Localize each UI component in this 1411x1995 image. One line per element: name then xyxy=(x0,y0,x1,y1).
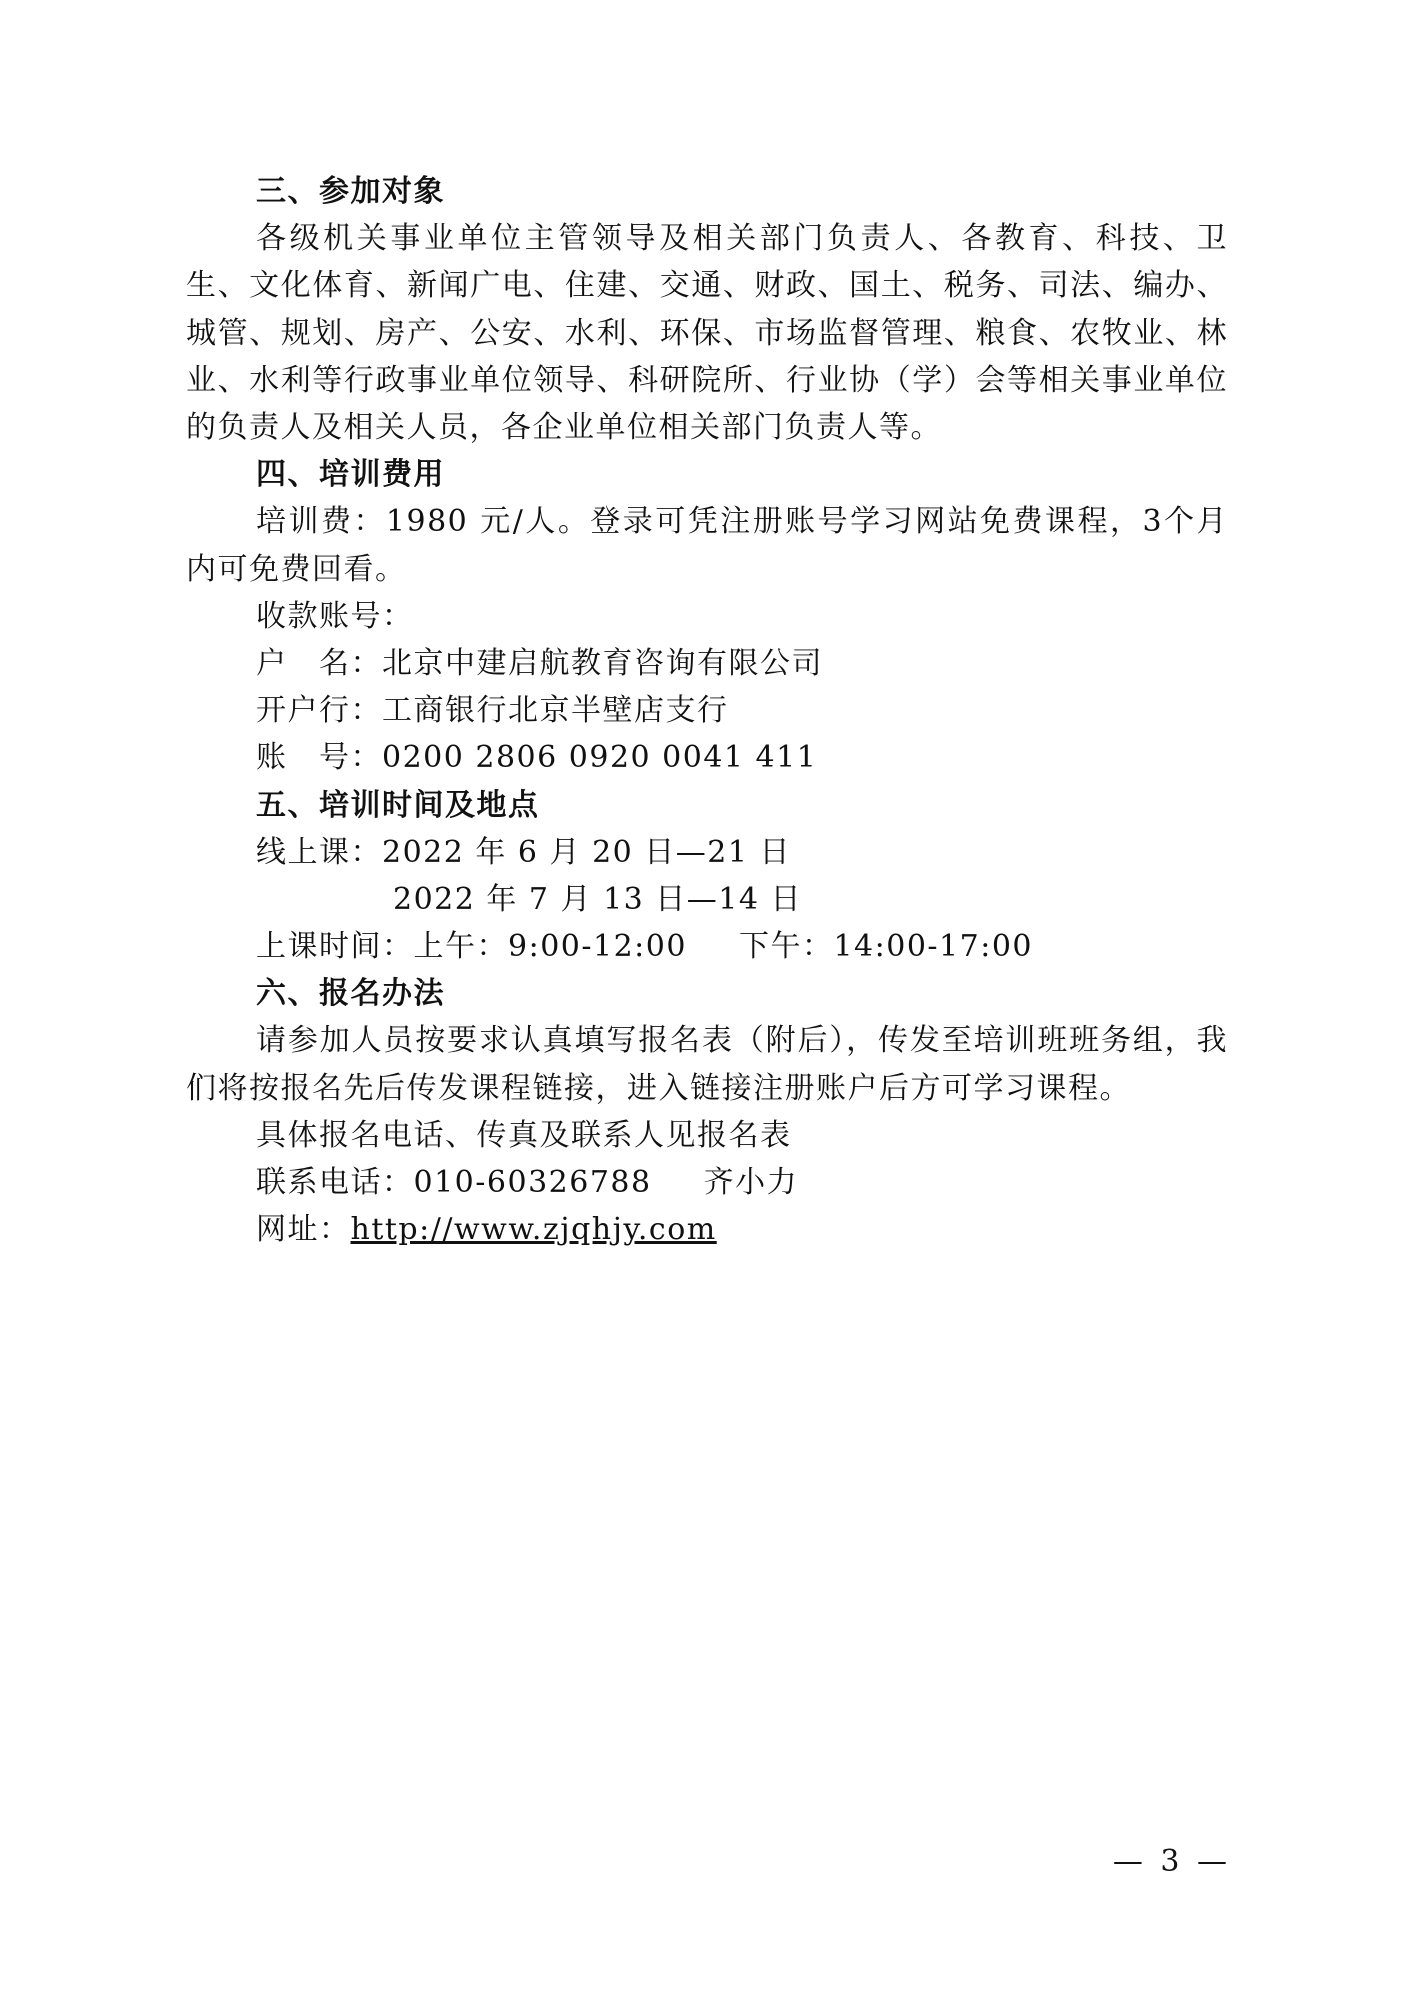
class-time-label: 上课时间： xyxy=(256,929,414,965)
account-number-row xyxy=(186,734,1228,781)
afternoon-time: 下午：14:00-17:00 xyxy=(738,929,1034,965)
page-number: — 3 — xyxy=(1112,1844,1231,1879)
bank-value: 工商银行北京半壁店支行 xyxy=(382,693,729,729)
account-label: 收款账号： xyxy=(256,598,414,634)
account-holder-label: 户 名： xyxy=(256,645,382,681)
website-row xyxy=(186,1206,1228,1253)
phone-value: 010-60326788 xyxy=(413,1165,652,1201)
session-date-1: 2022 年 6 月 20 日—21 日 xyxy=(382,834,791,870)
online-session-row-2 xyxy=(186,876,1228,923)
section-heading-schedule: 五、培训时间及地点 xyxy=(256,787,540,823)
contact-note: 具体报名电话、传真及联系人见报名表 xyxy=(256,1117,792,1153)
contact-name: 齐小力 xyxy=(703,1165,799,1201)
fee-paragraph: 培训费：1980 元/人。登录可凭注册账号学习网站免费课程，3个月内可免费回看。 xyxy=(186,504,1228,587)
account-number-label: 账 号： xyxy=(256,740,382,776)
account-holder-row xyxy=(186,640,1228,687)
section-heading-participants: 三、参加对象 xyxy=(256,174,445,209)
bank-row xyxy=(186,687,1228,734)
account-number-value: 0200 2806 0920 0041 411 xyxy=(382,740,818,776)
phone-row xyxy=(186,1159,1228,1206)
phone-label: 联系电话： xyxy=(256,1165,414,1201)
online-course-label: 线上课： xyxy=(256,834,382,870)
bank-label: 开户行： xyxy=(256,693,382,729)
account-holder-value: 北京中建启航教育咨询有限公司 xyxy=(382,645,823,681)
document-body xyxy=(186,168,1228,1253)
section-heading-registration: 六、报名办法 xyxy=(256,976,445,1012)
participants-paragraph: 各级机关事业单位主管领导及相关部门负责人、各教育、科技、卫生、文化体育、新闻广电、住建、交通、财政、国土、税务、司法、编办、城管、规划、房产、公安、水利、环保、市场监督管理、粮食、农牧业、林业、水利等行政事业单位领导、科研院所、行业协（学）会等相关事业单位的负责人及相关人员，各企业单位相关部门负责人等。 xyxy=(186,221,1228,445)
online-session-row-1 xyxy=(186,829,1228,876)
morning-time: 上午：9:00-12:00 xyxy=(413,929,687,965)
section-heading-fees: 四、培训费用 xyxy=(256,457,445,493)
registration-paragraph: 请参加人员按要求认真填写报名表（附后），传发至培训班班务组，我们将按报名先后传发课程链接，进入链接注册账户后方可学习课程。 xyxy=(186,1023,1228,1106)
website-link[interactable]: http://www.zjqhjy.com xyxy=(350,1212,717,1248)
class-time-row xyxy=(186,923,1228,970)
session-date-2: 2022 年 7 月 13 日—14 日 xyxy=(393,881,802,917)
website-label: 网址： xyxy=(256,1212,351,1248)
